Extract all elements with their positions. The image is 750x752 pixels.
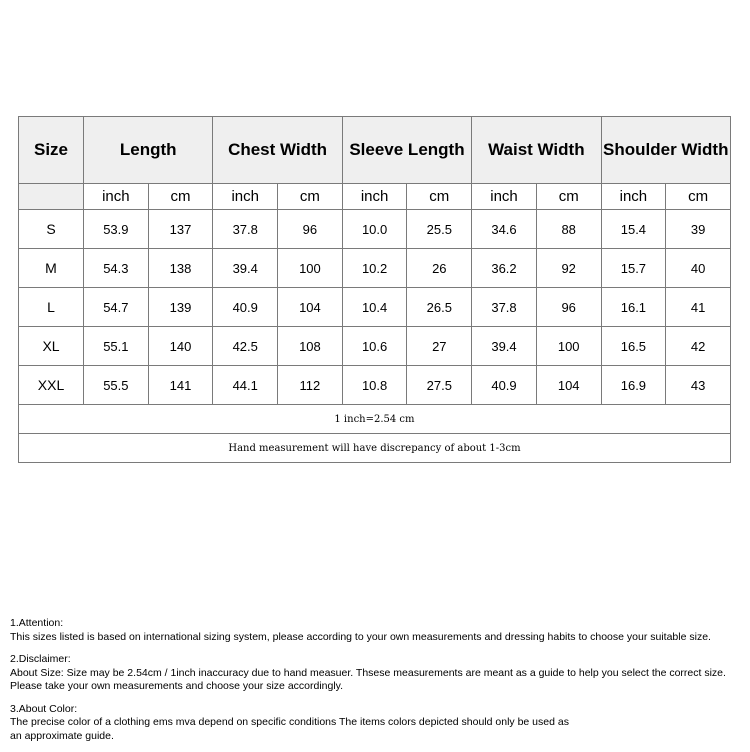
disclaimer-text: Please take your own measurements and choose your size accordingly. bbox=[10, 680, 344, 692]
length-inch-cell: 55.1 bbox=[84, 327, 149, 366]
chest-cm-cell: 104 bbox=[278, 288, 343, 327]
conversion-note: 1 inch=2.54 cm bbox=[19, 405, 731, 434]
shoulder-inch-cell: 16.1 bbox=[601, 288, 666, 327]
shoulder-inch-cell: 15.4 bbox=[601, 210, 666, 249]
attention-text: This sizes listed is based on international sizing system, please according to your own measurements and dressing habits to choose your suitable size. bbox=[10, 630, 711, 643]
chest-width-header: Chest Width bbox=[213, 117, 342, 184]
sleeve-cm-cell: 27.5 bbox=[407, 366, 472, 405]
unit-inch: inch bbox=[213, 184, 278, 210]
shoulder-inch-cell: 16.9 bbox=[601, 366, 666, 405]
waist-cm-cell: 100 bbox=[536, 327, 601, 366]
chest-inch-cell: 39.4 bbox=[213, 249, 278, 288]
size-cell: XL bbox=[19, 327, 84, 366]
color-text: The precise color of a clothing ems mva depend on specific conditions The items colors depicted should only be used as bbox=[10, 716, 569, 728]
shoulder-cm-cell: 41 bbox=[666, 288, 731, 327]
table-row-m bbox=[19, 249, 731, 288]
size-cell: S bbox=[19, 210, 84, 249]
sleeve-length-header: Sleeve Length bbox=[342, 117, 471, 184]
chest-inch-cell: 42.5 bbox=[213, 327, 278, 366]
sleeve-inch-cell: 10.8 bbox=[342, 366, 407, 405]
table-row-l bbox=[19, 288, 731, 327]
unit-blank-cell bbox=[19, 184, 84, 210]
disclaimer-text: About Size: Size may be 2.54cm / 1inch inaccuracy due to hand measuer. Thsese measurements are meant as a guide to help you select the correct size. bbox=[10, 666, 726, 679]
unit-cm: cm bbox=[407, 184, 472, 210]
waist-inch-cell: 36.2 bbox=[472, 249, 537, 288]
waist-cm-cell: 104 bbox=[536, 366, 601, 405]
shoulder-cm-cell: 40 bbox=[666, 249, 731, 288]
table-row-s bbox=[19, 210, 731, 249]
waist-cm-cell: 88 bbox=[536, 210, 601, 249]
length-cm-cell: 140 bbox=[148, 327, 213, 366]
sleeve-inch-cell: 10.6 bbox=[342, 327, 407, 366]
sleeve-inch-cell: 10.2 bbox=[342, 249, 407, 288]
length-cm-cell: 138 bbox=[148, 249, 213, 288]
waist-inch-cell: 34.6 bbox=[472, 210, 537, 249]
shoulder-cm-cell: 42 bbox=[666, 327, 731, 366]
chest-cm-cell: 112 bbox=[278, 366, 343, 405]
measurement-note-row bbox=[19, 434, 731, 463]
length-inch-cell: 54.7 bbox=[84, 288, 149, 327]
waist-cm-cell: 92 bbox=[536, 249, 601, 288]
size-cell: L bbox=[19, 288, 84, 327]
length-cm-cell: 141 bbox=[148, 366, 213, 405]
chest-cm-cell: 96 bbox=[278, 210, 343, 249]
size-cell: M bbox=[19, 249, 84, 288]
conversion-note-row bbox=[19, 405, 731, 434]
length-cm-cell: 139 bbox=[148, 288, 213, 327]
unit-cm: cm bbox=[536, 184, 601, 210]
sleeve-cm-cell: 26 bbox=[407, 249, 472, 288]
chest-inch-cell: 44.1 bbox=[213, 366, 278, 405]
size-header: Size bbox=[19, 117, 84, 184]
color-text: an approximate guide. bbox=[10, 729, 114, 742]
shoulder-cm-cell: 39 bbox=[666, 210, 731, 249]
sleeve-cm-cell: 25.5 bbox=[407, 210, 472, 249]
unit-inch: inch bbox=[472, 184, 537, 210]
shoulder-width-header: Shoulder Width bbox=[601, 117, 730, 184]
header-row bbox=[19, 117, 731, 184]
attention-title: 1.Attention: bbox=[10, 617, 64, 629]
shoulder-inch-cell: 16.5 bbox=[601, 327, 666, 366]
chest-cm-cell: 108 bbox=[278, 327, 343, 366]
sleeve-inch-cell: 10.0 bbox=[342, 210, 407, 249]
waist-width-header: Waist Width bbox=[472, 117, 601, 184]
attention-section bbox=[10, 617, 745, 644]
shoulder-inch-cell: 15.7 bbox=[601, 249, 666, 288]
size-cell: XXL bbox=[19, 366, 84, 405]
length-header: Length bbox=[84, 117, 213, 184]
sleeve-inch-cell: 10.4 bbox=[342, 288, 407, 327]
chest-cm-cell: 100 bbox=[278, 249, 343, 288]
disclaimer-section bbox=[10, 653, 745, 694]
color-section bbox=[10, 703, 745, 744]
chest-inch-cell: 37.8 bbox=[213, 210, 278, 249]
length-inch-cell: 54.3 bbox=[84, 249, 149, 288]
length-cm-cell: 137 bbox=[148, 210, 213, 249]
sleeve-cm-cell: 26.5 bbox=[407, 288, 472, 327]
table-row-xxl bbox=[19, 366, 731, 405]
disclaimer-title: 2.Disclaimer: bbox=[10, 653, 71, 665]
waist-inch-cell: 40.9 bbox=[472, 366, 537, 405]
unit-inch: inch bbox=[601, 184, 666, 210]
size-chart-table bbox=[18, 116, 731, 463]
unit-inch: inch bbox=[342, 184, 407, 210]
waist-inch-cell: 37.8 bbox=[472, 288, 537, 327]
unit-cm: cm bbox=[666, 184, 731, 210]
length-inch-cell: 55.5 bbox=[84, 366, 149, 405]
unit-inch: inch bbox=[84, 184, 149, 210]
sleeve-cm-cell: 27 bbox=[407, 327, 472, 366]
length-inch-cell: 53.9 bbox=[84, 210, 149, 249]
waist-inch-cell: 39.4 bbox=[472, 327, 537, 366]
unit-cm: cm bbox=[278, 184, 343, 210]
unit-row bbox=[19, 184, 731, 210]
chest-inch-cell: 40.9 bbox=[213, 288, 278, 327]
unit-cm: cm bbox=[148, 184, 213, 210]
size-notes bbox=[10, 617, 745, 752]
table-row-xl bbox=[19, 327, 731, 366]
shoulder-cm-cell: 43 bbox=[666, 366, 731, 405]
measurement-note: Hand measurement will have discrepancy of about 1-3cm bbox=[19, 434, 731, 463]
waist-cm-cell: 96 bbox=[536, 288, 601, 327]
color-title: 3.About Color: bbox=[10, 702, 78, 715]
